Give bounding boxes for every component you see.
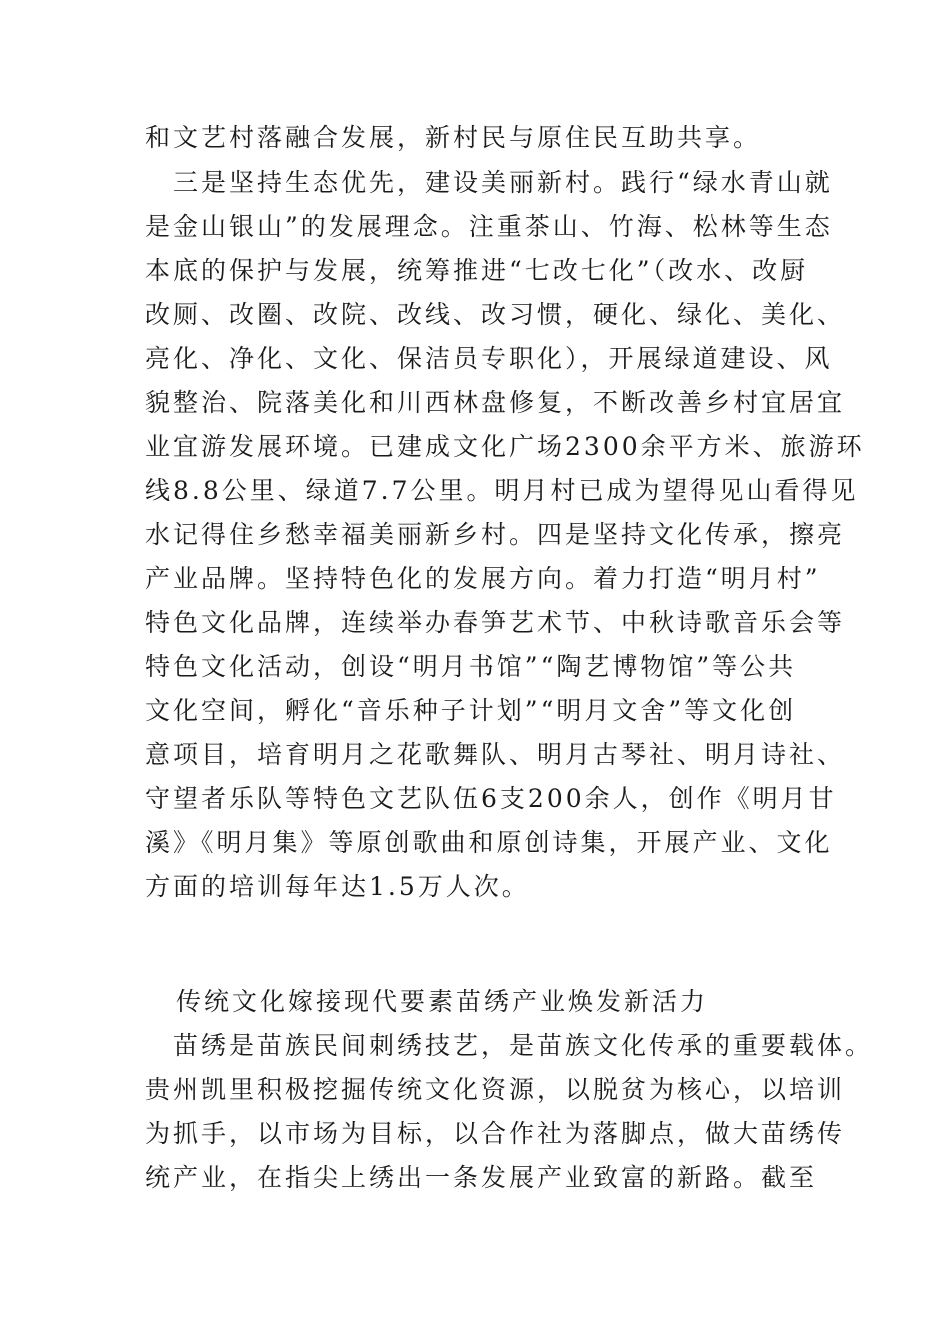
section-heading: 传统文化嫁接现代要素苗绣产业焕发新活力 — [176, 987, 709, 1016]
paragraph-line: 意项目，培育明月之花歌舞队、明月古琴社、明月诗社、 — [145, 740, 846, 769]
paragraph-line: 溪》《明月集》等原创歌曲和原创诗集，开展产业、文化 — [145, 828, 833, 857]
paragraph-line: 方面的培训每年达1.5万人次。 — [145, 872, 530, 901]
paragraph-line: 三是坚持生态优先，建设美丽新村。践行“绿水青山就 — [145, 168, 833, 197]
paragraph-line: 水记得住乡愁幸福美丽新乡村。四是坚持文化传承，擦亮 — [145, 520, 846, 549]
paragraph-line: 亮化、净化、文化、保洁员专职化），开展绿道建设、风 — [145, 344, 833, 373]
paragraph-line: 是金山银山”的发展理念。注重茶山、竹海、松林等生态 — [145, 212, 833, 241]
paragraph-line: 本底的保护与发展，统筹推进“七改七化”（改水、改厨 — [145, 256, 809, 285]
paragraph-line: 和文艺村落融合发展，新村民与原住民互助共享。 — [145, 123, 762, 152]
paragraph-line: 产业品牌。坚持特色化的发展方向。着力打造“明月村” — [145, 564, 821, 593]
paragraph-line: 业宜游发展环境。已建成文化广场2300余平方米、旅游环 — [145, 432, 865, 461]
paragraph-line: 守望者乐队等特色文艺队伍6支200余人，创作《明月甘 — [145, 784, 837, 813]
paragraph-line: 特色文化活动，创设“明月书馆”“陶艺博物馆”等公共 — [145, 652, 797, 681]
paragraph-line: 贵州凯里积极挖掘传统文化资源，以脱贫为核心，以培训 — [145, 1075, 846, 1104]
paragraph-line: 文化空间，孵化“音乐种子计划”“明月文舍”等文化创 — [145, 696, 797, 725]
paragraph-line: 特色文化品牌，连续举办春笋艺术节、中秋诗歌音乐会等 — [145, 608, 846, 637]
paragraph-line: 改厕、改圈、改院、改线、改习惯，硬化、绿化、美化、 — [145, 300, 846, 329]
paragraph-line: 苗绣是苗族民间刺绣技艺，是苗族文化传承的重要载体。 — [145, 1031, 874, 1060]
paragraph-line: 统产业，在指尖上绣出一条发展产业致富的新路。截至 — [145, 1163, 818, 1192]
paragraph-line: 为抓手，以市场为目标，以合作社为落脚点，做大苗绣传 — [145, 1119, 846, 1148]
paragraph-line: 貌整治、院落美化和川西林盘修复，不断改善乡村宜居宜 — [145, 388, 846, 417]
paragraph-line: 线8.8公里、绿道7.7公里。明月村已成为望得见山看得见 — [145, 476, 859, 505]
